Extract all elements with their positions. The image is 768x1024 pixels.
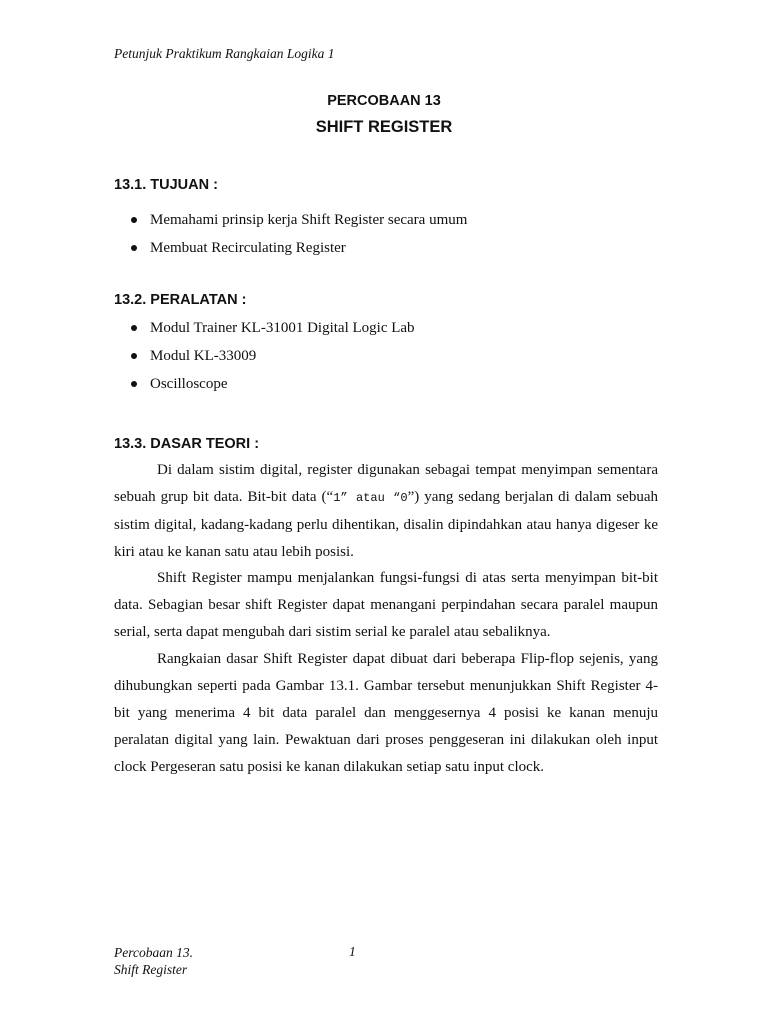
paragraph-1: Di dalam sistim digital, register digunakan sebagai tempat menyimpan sementara sebuah grup bit data. Bit-bit data (“1” atau “0”) yang sedang berjalan di dalam sebuah sistim digital, kadang-kadang perlu dihentikan, disalin dipindahkan atau hanya digeser ke kiri atau ke kanan satu atau lebih posisi. [114,462,658,560]
section-heading-dasar-teori: 13.3. DASAR TEORI : [114,436,260,452]
bullet-icon [131,217,137,223]
bullet-icon [131,353,137,359]
list-item: Memahami prinsip kerja Shift Register secara umum [114,211,467,239]
list-item: Membuat Recirculating Register [114,239,467,267]
peralatan-list [114,319,415,403]
section-heading-peralatan: 13.2. PERALATAN : [114,292,247,308]
list-item: Oscilloscope [114,375,415,403]
list-item: Modul KL-33009 [114,347,415,375]
page-number: 1 [349,944,356,959]
experiment-number: PERCOBAAN 13 [327,93,441,109]
paragraph-2: Shift Register mampu menjalankan fungsi-fungsi di atas serta menyimpan bit-bit data. Sebagian besar shift Register dapat menangani perpindahan secara paralel maupun serial, serta dapat mengubah dari sistim serial ke paralel atau sebaliknya. [114,570,658,640]
bullet-icon [131,245,137,251]
running-header: Petunjuk Praktikum Rangkaian Logika 1 [114,46,335,61]
bullet-icon [131,325,137,331]
bullet-icon [131,381,137,387]
list-item: Modul Trainer KL-31001 Digital Logic Lab [114,319,415,347]
footer-chapter: Percobaan 13. Shift Register [114,945,193,977]
tujuan-list [114,211,467,267]
section-heading-tujuan: 13.1. TUJUAN : [114,177,218,193]
experiment-title: SHIFT REGISTER [315,118,453,136]
paragraph-3: Rangkaian dasar Shift Register dapat dibuat dari beberapa Flip-flop sejenis, yang dihubungkan seperti pada Gambar 13.1. Gambar tersebut menunjukkan Shift Register 4-bit yang menerima 4 bit data paralel dan menggesernya 4 posisi ke kanan menuju peralatan digital yang lain. Pewaktuan dari proses penggeseran ini dilakukan oleh input clock Pergeseran satu posisi ke kanan dilakukan setiap satu input clock. [114,651,658,775]
